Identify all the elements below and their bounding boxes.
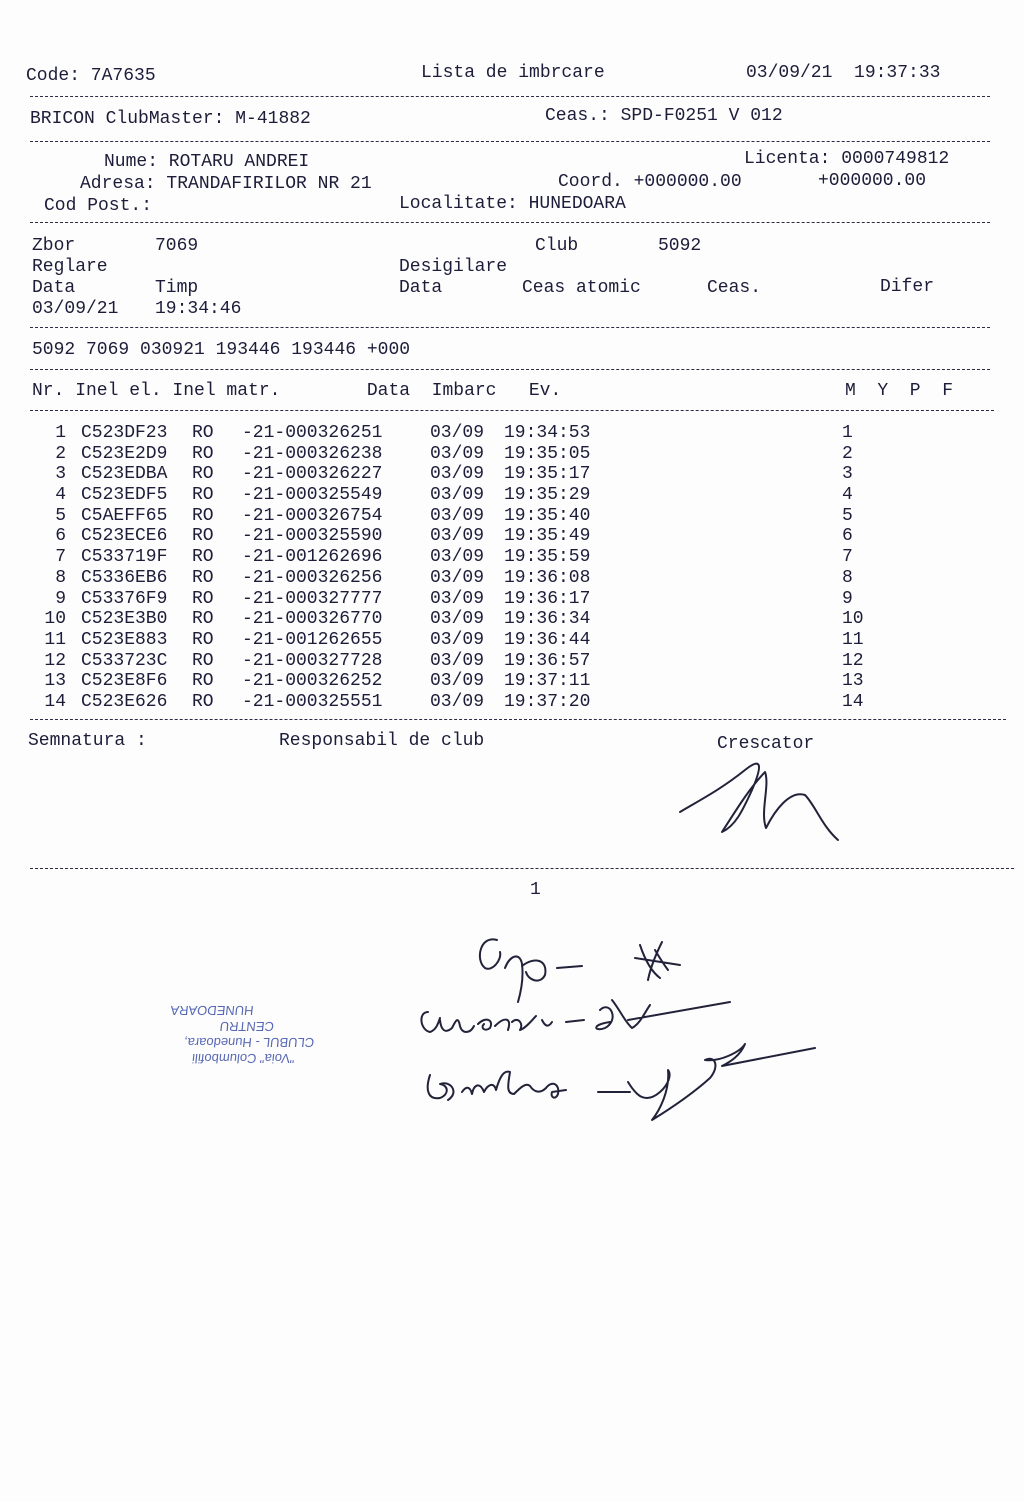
arrival-date: 03/09	[430, 629, 485, 650]
ring-number: -21-000326252	[242, 671, 383, 692]
owner-coord-2: +000000.00	[818, 171, 927, 191]
club-label: Club	[535, 236, 579, 256]
electronic-ring: C523DF23	[81, 423, 168, 443]
country-code: RO	[192, 547, 214, 568]
country-code: RO	[192, 464, 214, 485]
ring-number: -21-000327728	[242, 650, 383, 671]
page-number: 1	[530, 880, 541, 900]
rank: 12	[842, 650, 864, 671]
club-value: 5092	[658, 236, 702, 256]
electronic-ring: C533723C	[81, 650, 168, 671]
ring-number: -21-000325590	[242, 526, 383, 547]
zbor-value: 7069	[155, 236, 199, 256]
electronic-ring: C523E883	[81, 629, 168, 650]
rank: 1	[842, 423, 853, 443]
row-number: 7	[55, 547, 66, 568]
document-title: Lista de imbrcare	[421, 63, 605, 83]
arrival-date: 03/09	[430, 464, 485, 485]
country-code: RO	[192, 629, 214, 650]
country-code: RO	[192, 423, 214, 443]
arrival-date: 03/09	[430, 567, 485, 588]
rank: 2	[842, 443, 853, 464]
difer-label: Difer	[880, 277, 935, 297]
electronic-ring: C5336EB6	[81, 567, 168, 588]
timp-label: Timp	[155, 278, 199, 298]
data-label-2: Data	[399, 278, 443, 298]
stamp-line: CENTRU	[218, 1019, 275, 1034]
country-code: RO	[192, 691, 214, 712]
code-label: Code: 7A7635	[26, 66, 156, 86]
rank: 9	[842, 588, 853, 609]
handwritten-note	[421, 1000, 730, 1032]
rank: 7	[842, 547, 853, 568]
arrival-time: 19:35:49	[504, 526, 591, 547]
ring-number: -21-000326251	[242, 423, 383, 443]
electronic-ring: C523EDBA	[81, 464, 168, 485]
stamp-line: CLUBUL - Hunedoara,	[183, 1035, 315, 1050]
arrival-time: 19:36:08	[504, 567, 591, 588]
electronic-ring: C53376F9	[81, 588, 168, 609]
rank: 5	[842, 505, 853, 526]
flight-code-line: 5092 7069 030921 193446 193446 +000	[32, 340, 411, 360]
arrival-time: 19:36:57	[504, 650, 591, 671]
arrival-time: 19:36:44	[504, 629, 591, 650]
row-number: 4	[55, 485, 66, 506]
country-code: RO	[192, 588, 214, 609]
row-number: 11	[44, 629, 66, 650]
handwritten-note	[428, 1044, 815, 1120]
row-number: 3	[55, 464, 66, 485]
arrival-time: 19:35:29	[504, 485, 591, 506]
ceas-atomic-label: Ceas atomic	[522, 278, 641, 298]
arrival-time: 19:35:59	[504, 547, 591, 568]
ceas-label: Ceas.: SPD-F0251 V 012	[545, 106, 783, 126]
owner-licenta: Licenta: 0000749812	[744, 149, 950, 169]
reglare-date: 03/09/21	[32, 299, 119, 319]
arrival-date: 03/09	[430, 485, 485, 506]
ring-number: -21-000326227	[242, 464, 383, 485]
rank: 14	[842, 691, 864, 712]
owner-name: Nume: ROTARU ANDREI	[104, 152, 310, 172]
row-number: 14	[44, 691, 66, 712]
rank: 8	[842, 567, 853, 588]
arrival-time: 19:37:11	[504, 671, 591, 692]
country-code: RO	[192, 505, 214, 526]
clubmaster-label: BRICON ClubMaster: M-41882	[30, 109, 311, 129]
rank: 4	[842, 485, 853, 506]
arrival-time: 19:34:53	[504, 423, 591, 443]
arrival-date: 03/09	[430, 526, 485, 547]
crescator-signature	[680, 764, 838, 840]
arrival-time: 19:36:17	[504, 588, 591, 609]
ring-number: -21-000326770	[242, 609, 383, 630]
electronic-ring: C523E626	[81, 691, 168, 712]
ring-number: -21-000325551	[242, 691, 383, 712]
electronic-ring: C523E3B0	[81, 609, 168, 630]
electronic-ring: C523EDF5	[81, 485, 168, 506]
responsabil-label: Responsabil de club	[279, 731, 485, 751]
arrival-date: 03/09	[430, 423, 485, 443]
row-number: 6	[55, 526, 66, 547]
arrival-date: 03/09	[430, 650, 485, 671]
electronic-ring: C523E8F6	[81, 671, 168, 692]
row-number: 8	[55, 567, 66, 588]
zbor-label: Zbor	[32, 236, 76, 256]
rank: 10	[842, 609, 864, 630]
arrival-date: 03/09	[430, 691, 485, 712]
row-number: 9	[55, 588, 66, 609]
arrival-date: 03/09	[430, 505, 485, 526]
ceas-short-label: Ceas.	[707, 278, 762, 298]
ring-number: -21-000327777	[242, 588, 383, 609]
arrival-time: 19:35:05	[504, 443, 591, 464]
electronic-ring: C523E2D9	[81, 443, 168, 464]
electronic-ring: C523ECE6	[81, 526, 168, 547]
reglare-time: 19:34:46	[155, 299, 242, 319]
country-code: RO	[192, 526, 214, 547]
print-datetime: 03/09/21 19:37:33	[746, 63, 941, 83]
row-number: 10	[44, 609, 66, 630]
arrival-date: 03/09	[430, 609, 485, 630]
ring-number: -21-000326238	[242, 443, 383, 464]
owner-localitate: Localitate: HUNEDOARA	[399, 194, 626, 214]
rank: 6	[842, 526, 853, 547]
ring-number: -21-000325549	[242, 485, 383, 506]
electronic-ring: C5AEFF65	[81, 505, 168, 526]
owner-address: Adresa: TRANDAFIRILOR NR 21	[80, 174, 372, 194]
ring-number: -21-001262655	[242, 629, 383, 650]
arrival-date: 03/09	[430, 547, 485, 568]
row-number: 1	[55, 423, 66, 443]
rank: 3	[842, 464, 853, 485]
reglare-label: Reglare	[32, 257, 108, 277]
rank: 13	[842, 671, 864, 692]
semnatura-label: Semnatura :	[28, 731, 147, 751]
table-header-flags: M Y P F	[845, 381, 954, 401]
stamp-line: "Voia" Columbofili	[191, 1051, 296, 1066]
country-code: RO	[192, 671, 214, 692]
rank: 11	[842, 629, 864, 650]
row-number: 5	[55, 505, 66, 526]
handwritten-note	[480, 939, 680, 1002]
owner-codpost: Cod Post.:	[44, 196, 153, 216]
owner-coord: Coord. +000000.00	[558, 172, 742, 192]
country-code: RO	[192, 609, 214, 630]
country-code: RO	[192, 567, 214, 588]
ring-number: -21-000326256	[242, 567, 383, 588]
country-code: RO	[192, 485, 214, 506]
row-number: 2	[55, 443, 66, 464]
arrival-time: 19:37:20	[504, 691, 591, 712]
arrival-date: 03/09	[430, 443, 485, 464]
arrival-time: 19:35:40	[504, 505, 591, 526]
arrival-date: 03/09	[430, 588, 485, 609]
desigilare-label: Desigilare	[399, 257, 508, 277]
crescator-label: Crescator	[717, 734, 815, 754]
row-number: 12	[44, 650, 66, 671]
stamp-line: HUNEDOARA	[169, 1003, 255, 1018]
country-code: RO	[192, 443, 214, 464]
country-code: RO	[192, 650, 214, 671]
arrival-time: 19:36:34	[504, 609, 591, 630]
table-header: Nr. Inel el. Inel matr. Data Imbarc Ev.	[32, 381, 562, 401]
arrival-time: 19:35:17	[504, 464, 591, 485]
arrival-date: 03/09	[430, 671, 485, 692]
data-label: Data	[32, 278, 76, 298]
electronic-ring: C533719F	[81, 547, 168, 568]
row-number: 13	[44, 671, 66, 692]
ring-number: -21-001262696	[242, 547, 383, 568]
ring-number: -21-000326754	[242, 505, 383, 526]
